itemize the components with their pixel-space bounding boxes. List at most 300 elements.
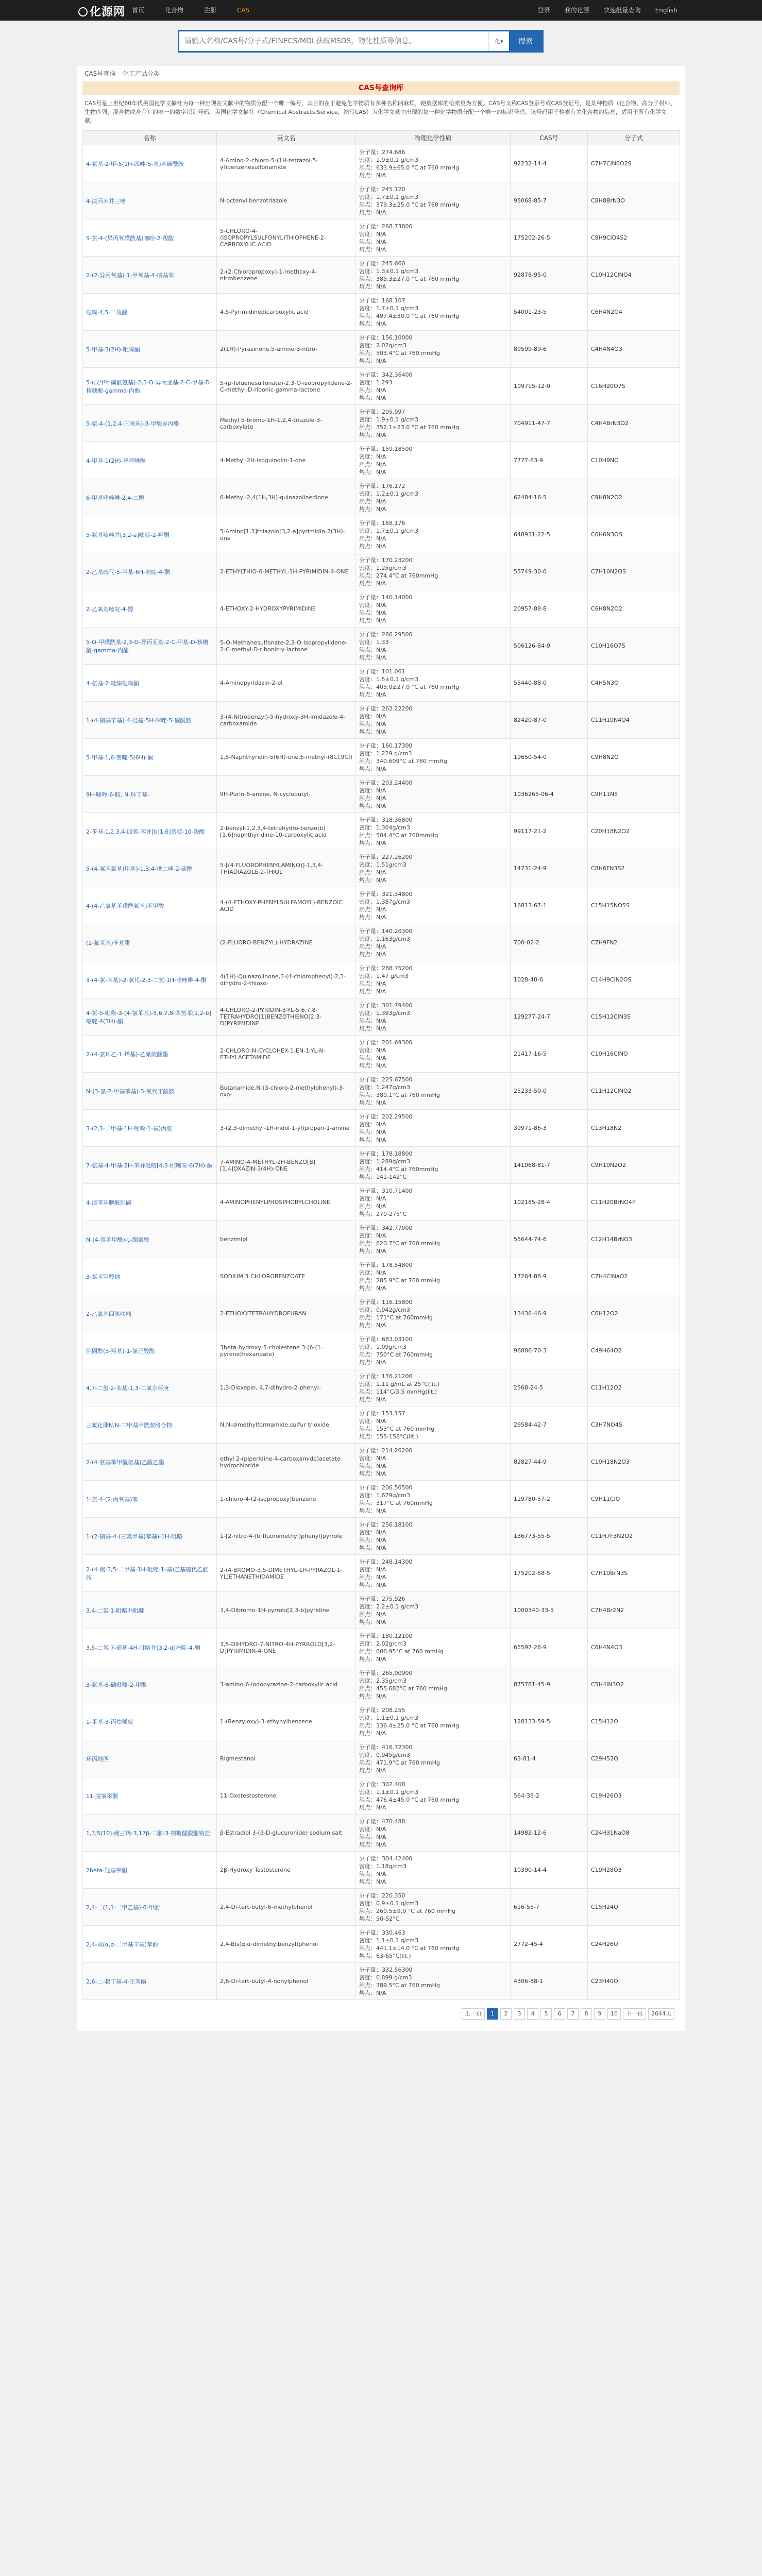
nav-english[interactable]: English (655, 7, 678, 14)
compound-link[interactable]: 5-甲基-3(2H)-吡嗪酮 (86, 346, 140, 353)
cell-properties (356, 1221, 511, 1258)
property-line: 密度：N/A (359, 453, 386, 460)
compound-link[interactable]: 2-(4-氨基苯甲酰氨基)乙酸乙酯 (86, 1459, 164, 1466)
table-row (83, 739, 680, 776)
compound-link[interactable]: 6-甲基喹唑啉-2,4-二酮 (86, 494, 145, 501)
cell-name (83, 145, 217, 182)
cell-properties (356, 702, 511, 739)
property-line: 密度：N/A (359, 1046, 386, 1054)
cell-properties (356, 1555, 511, 1592)
page-button[interactable]: 8 (581, 2008, 592, 2020)
property-line: 分子量：180.12100 (359, 1632, 413, 1639)
compound-link[interactable]: 4-氯-5-吡咯-3-(4-氯苯基)-5,6,7,8-四氢苯[1,2-b]嘧啶-4(3H)-酮 (86, 1009, 211, 1025)
compound-link[interactable]: 5-氨-4-(1,2,4-三唑基)-3-甲酸异丙酯 (86, 420, 179, 427)
cell-formula: C4H4BrN3O2 (588, 405, 680, 442)
compound-link[interactable]: 3-(2,3-二甲基-1H-吲哚-1-基)丙胺 (86, 1125, 173, 1132)
right-nav (531, 0, 685, 21)
cell-cas: 141068-81-7 (511, 1147, 588, 1184)
compound-link[interactable]: 2,4-二(1,1-二甲乙基)-6-甲酚 (86, 1904, 160, 1911)
page-button[interactable]: 6 (554, 2008, 565, 2020)
compound-link[interactable]: 1-(2-硝基-4-(三氟甲基)苯基)-1H-吡咯 (86, 1533, 183, 1540)
property-line: 密度：N/A (359, 1529, 386, 1536)
property-line: 熔点：N/A (359, 1989, 386, 1996)
property-line: 熔点：N/A (359, 988, 386, 995)
property-line: 密度：1.289g/cm3 (359, 1158, 410, 1165)
compound-link[interactable]: 2-乙氧基四氢呋喃 (86, 1310, 131, 1317)
cell-formula: C9H10N2O2 (588, 1147, 680, 1184)
main-content (77, 66, 685, 2031)
compound-link[interactable]: 2-苄基-1,2,3,4-四氢-苯并[b]1,6]萘啶-10-羧酸 (86, 828, 205, 835)
property-line: 沸点：405.0±27.0 °C at 760 mmHg (359, 683, 460, 690)
cell-formula: C6H4N2O4 (588, 294, 680, 331)
cell-properties (356, 1852, 511, 1889)
cell-english-name: 5-Amino[1,3]thiazolo[3,2-a]pyrimidin-2(3H)-one (217, 516, 356, 553)
property-line: 分子量：330.463 (359, 1929, 405, 1936)
compound-link[interactable]: 4,7-二氢-2-苯基-1,3-二氧杂环庚 (86, 1384, 169, 1392)
table-row (83, 1147, 680, 1184)
property-line: 沸点：N/A (359, 869, 386, 876)
cell-name (83, 1518, 217, 1555)
compound-link[interactable]: 4-氨基-2-甲-5(1H-四唑-5-基)苯磺酰胺 (86, 160, 184, 167)
property-line: 分子量：342.77000 (359, 1224, 413, 1231)
property-line: 分子量：262.22200 (359, 705, 413, 712)
property-line: 密度：1.47 g/cm3 (359, 972, 409, 979)
search-button[interactable]: 搜索 (509, 31, 542, 51)
nav-my-account[interactable]: 我的化源 (564, 7, 589, 14)
property-line: 分子量：176.172 (359, 482, 405, 489)
nav-batch-query[interactable]: 快速批量查询 (603, 7, 641, 14)
property-line: 沸点：379.3±25.0 °C at 760 mmHg (359, 201, 460, 208)
cell-cas: 700-02-2 (511, 924, 588, 961)
logo-icon (78, 7, 88, 16)
property-line: 密度：1.09g/cm3 (359, 1343, 407, 1350)
property-line: 沸点：N/A (359, 1128, 386, 1136)
cell-formula: C6H6N3OS (588, 516, 680, 553)
cell-english-name: 4,5-Pyrimidinedicarboxylic acid (217, 294, 356, 331)
table-row (83, 1703, 680, 1740)
compound-link[interactable]: 2-(4-溴-3,5-二甲基-1H-吡唑-1-基)乙基硫代乙酰胺 (86, 1566, 209, 1581)
property-line: 分子量：170.23200 (359, 556, 413, 564)
cell-cas: 55644-74-6 (511, 1221, 588, 1258)
nav-cas[interactable]: CAS (237, 7, 250, 14)
compound-link[interactable]: 1,3,5(10)-雌三烯-3,17β-二醇-3-葡糖醛酸酯钠盐 (86, 1829, 210, 1837)
cell-english-name: 4-Amino-2-chloro-5-(1H-tetrazol-5-yl)benzenesulfonamide (217, 145, 356, 182)
page-button[interactable]: 9 (594, 2008, 605, 2020)
cell-english-name: N,N-dimethylformamide,sulfur trioxide (217, 1406, 356, 1444)
property-line: 沸点：620.7°C at 760 mmHg (359, 1240, 440, 1247)
property-line: 分子量：301.79400 (359, 1002, 413, 1009)
page-button[interactable]: 4 (527, 2008, 538, 2020)
compound-link[interactable]: 4-氨基-2-吡嗪哒嗪酮 (86, 680, 139, 687)
cell-english-name: 1-chloro-4-(2-isopropoxy)benzene (217, 1481, 356, 1518)
property-line: 熔点：N/A (359, 246, 386, 253)
cell-english-name: 4-CHLORO-2-PYRIDIN-3-YL-5,6,7,8-TETRAHYDRO[1]BENZOTHIENO[2,3-D]PYRIMIDINE (217, 998, 356, 1036)
nav-home[interactable]: 首页 (132, 7, 145, 14)
property-line: 密度：1.304g/cm3 (359, 824, 410, 831)
cell-properties (356, 368, 511, 405)
cell-name (83, 1852, 217, 1889)
cell-cas: 14982-12-6 (511, 1815, 588, 1852)
table-row (83, 1740, 680, 1777)
compound-link[interactable]: 2-乙基硫代-5-甲基-6H-嘧啶-4-酮 (86, 568, 171, 575)
property-line: 沸点：N/A (359, 609, 386, 616)
cell-cas: 564-35-2 (511, 1777, 588, 1815)
cell-formula: C3H7NO4S (588, 1406, 680, 1444)
cell-name (83, 1703, 217, 1740)
cell-english-name: 4-Aminopyridazin-2-ol (217, 665, 356, 702)
compound-link[interactable]: 5-甲基-1,6-萘啶-5(6H)-酮 (86, 754, 154, 761)
property-line: 熔点：N/A (359, 1247, 386, 1255)
compound-link[interactable]: 2-乙氧基嘧啶-4-醇 (86, 605, 133, 613)
cell-name (83, 1777, 217, 1815)
property-line: 熔点：N/A (359, 320, 386, 327)
table-row (83, 813, 680, 850)
property-line: 熔点：N/A (359, 1136, 386, 1143)
property-line: 熔点：N/A (359, 913, 386, 921)
cell-formula: C7H10BrN3S (588, 1555, 680, 1592)
property-line: 沸点：441.1±14.0 °C at 760 mmHg (359, 1944, 460, 1952)
compound-link[interactable]: 4-(4-乙氧基苯磺酰氨基)苯甲酸 (86, 902, 164, 909)
nav-login[interactable]: 登录 (537, 7, 550, 14)
header-cas: CAS号 (511, 131, 588, 145)
cell-formula: C15H12O (588, 1703, 680, 1740)
cell-cas: 17264-88-9 (511, 1258, 588, 1295)
property-line: 沸点：N/A (359, 1833, 386, 1840)
cell-name (83, 1369, 217, 1406)
compound-link[interactable]: 5-氯-4-(异丙氧磺酰基)噻吩-2-羧酸 (86, 234, 174, 242)
compound-link[interactable]: 4-甲基-1(2H)-异喹啉酮 (86, 457, 146, 464)
property-line: 密度：N/A (359, 1269, 386, 1276)
table-row (83, 257, 680, 294)
table-row (83, 294, 680, 331)
property-line: 沸点：317°C at 760mmHg (359, 1499, 433, 1506)
compound-link[interactable]: 3,4-二氯-1-吡咯并吡啶 (86, 1607, 145, 1614)
cell-properties (356, 1592, 511, 1629)
property-line: 沸点：497.4±30.0 °C at 760 mmHg (359, 312, 460, 319)
page-button[interactable]: 2 (500, 2008, 512, 2020)
compound-link[interactable]: 3-氯苯甲酸钠 (86, 1273, 120, 1280)
cell-properties (356, 1295, 511, 1332)
compound-link[interactable]: 3-(4-氯-苯基)-2-氧代-2,3-二氢-1H-喹唑啉-4-酮 (86, 976, 207, 984)
compound-link[interactable]: 2-(2-异丙氧基)-1-甲氧基-4-硝基苯 (86, 272, 174, 279)
cell-cas: 109715-12-0 (511, 368, 588, 405)
cell-formula: C9H8N2O2 (588, 479, 680, 516)
property-line: 分子量：220.350 (359, 1892, 405, 1899)
cell-formula: C7H4ClNaO2 (588, 1258, 680, 1295)
compound-link[interactable]: 1-(4-硝基苄基)-4-羟基-5H-咪唑-5-碳酰胺 (86, 717, 192, 724)
property-line: 密度：1.11 g/mL at 25°C(lit.) (359, 1380, 440, 1387)
compound-link[interactable]: 1-氯-4-(2-丙氧基)苯 (86, 1496, 138, 1503)
cell-cas: 89599-89-6 (511, 331, 588, 368)
cell-formula: C5H4IN3O2 (588, 1666, 680, 1703)
property-line: 分子量：310.71400 (359, 1187, 413, 1194)
cell-name (83, 1963, 217, 2000)
cell-cas: 1036265-06-4 (511, 776, 588, 813)
cell-cas: 20957-88-8 (511, 590, 588, 628)
property-line: 熔点：N/A (359, 1804, 386, 1811)
cell-properties (356, 1963, 511, 2000)
cell-name (83, 1666, 217, 1703)
cell-cas: 99117-21-2 (511, 813, 588, 850)
cell-formula: C7H4Br2N2 (588, 1592, 680, 1629)
property-line: 分子量：208.255 (359, 1706, 405, 1714)
property-line: 分子量：256.18100 (359, 1521, 413, 1528)
cell-properties (356, 1740, 511, 1777)
search-type-select[interactable] (488, 31, 509, 51)
site-logo[interactable] (78, 3, 125, 19)
property-line: 沸点：N/A (359, 1611, 386, 1618)
property-line: 沸点：114°C/3.5 mmHg(lit.) (359, 1388, 437, 1395)
compound-link[interactable]: 3,5-二氢-7-硝基-4H-吡咯并[3,2-d]嘧啶-4-酮 (86, 1644, 200, 1651)
property-line: 密度：N/A (359, 1454, 386, 1462)
cell-name (83, 1444, 217, 1481)
cell-properties (356, 813, 511, 850)
cell-cas: 92878-95-0 (511, 257, 588, 294)
cell-properties (356, 998, 511, 1036)
property-line: 沸点：340.609°C at 760 mmHg (359, 757, 447, 765)
cell-cas: 136773-55-5 (511, 1518, 588, 1555)
property-line: 沸点：N/A (359, 535, 386, 542)
property-line: 分子量：268.73800 (359, 223, 413, 230)
cell-properties (356, 1518, 511, 1555)
cell-properties (356, 924, 511, 961)
cell-formula: C15H24O (588, 1889, 680, 1926)
property-line: 密度：N/A (359, 1232, 386, 1239)
cell-formula: C11H12O2 (588, 1369, 680, 1406)
property-line: 熔点：N/A (359, 839, 386, 846)
cell-name (83, 1926, 217, 1963)
property-line: 分子量：178.18800 (359, 1150, 413, 1157)
property-line: 密度：N/A (359, 1566, 386, 1573)
page-button[interactable]: 10 (607, 2008, 621, 2020)
compound-link[interactable]: 2,4-双(α,α-二甲基苄基)苯酚 (86, 1941, 159, 1948)
cell-english-name: 5-(p-Toluenesulfonate)-2,3-O-isopropylidene-2-C-methyl-D-ribonic-gamma-lactone (217, 368, 356, 405)
search-box (178, 30, 544, 53)
cell-cas: 29584-42-7 (511, 1406, 588, 1444)
table-row (83, 887, 680, 924)
property-line: 分子量：116.15800 (359, 1298, 413, 1306)
compound-link[interactable]: 4-溴丙苯并三唑 (86, 197, 126, 205)
table-row (83, 665, 680, 702)
property-line: 分子量：265.00900 (359, 1669, 413, 1676)
cell-english-name: 9H-Purin-6-amine, N-cyclobutyl- (217, 776, 356, 813)
property-line: 沸点：274.4°C at 760mmHg (359, 572, 438, 579)
property-line: 熔点：N/A (359, 765, 386, 772)
compound-link[interactable]: 4-溴苯基膦酰胆碱 (86, 1199, 131, 1206)
cell-cas: 62484-16-5 (511, 479, 588, 516)
cell-english-name: 11-Oxotestosterone (217, 1777, 356, 1815)
compound-link[interactable]: 2,6-二-叔丁基-4-壬苯酚 (86, 1978, 147, 1985)
cell-name (83, 182, 217, 219)
page-button[interactable]: 3 (514, 2008, 525, 2020)
compound-link[interactable]: 环丙地西 (86, 1755, 109, 1762)
cell-english-name: 4-ETHOXY-2-HYDROXYPYRIMIDINE (217, 590, 356, 628)
property-line: 分子量：683.03100 (359, 1335, 413, 1343)
page-button[interactable]: 7 (567, 2008, 579, 2020)
table-row (83, 776, 680, 813)
property-line: 熔点：N/A (359, 1544, 386, 1551)
table-row (83, 628, 680, 665)
property-line: 沸点：504.4°C at 760mmHg (359, 832, 438, 839)
cell-properties (356, 1110, 511, 1147)
compound-link[interactable]: 3-氨基-6-碘吡嗪-2-甲酸 (86, 1681, 147, 1688)
property-line: 沸点：N/A (359, 720, 386, 727)
property-line: 分子量：227.26200 (359, 853, 413, 860)
property-line: 沸点：476.4±45.0 °C at 760 mmHg (359, 1796, 460, 1803)
compound-link[interactable]: 5-(4-氟苯氨基)甲基)-1,3,4-噻二唑-2-硫醇 (86, 865, 193, 872)
cell-name (83, 739, 217, 776)
compound-link[interactable]: 三氟化硼N,N-二甲基甲酰胺络合物 (86, 1421, 172, 1429)
compound-link[interactable]: N-(3-氯-2-甲基苯基)-3-氧代丁酰胺 (86, 1088, 175, 1095)
property-line: 沸点：N/A (359, 646, 386, 653)
property-line: 密度：1.293 (359, 379, 393, 386)
table-row (83, 145, 680, 182)
property-line: 熔点：N/A (359, 728, 386, 735)
cell-cas: 13436-46-9 (511, 1295, 588, 1332)
table-row (83, 1777, 680, 1815)
compound-link[interactable]: 5-氨基噻唑并[3,2-a]嘧啶-2-羟酮 (86, 531, 170, 538)
property-line: 熔点：N/A (359, 431, 386, 438)
cell-properties (356, 1703, 511, 1740)
property-line: 密度：1.1±0.1 g/cm3 (359, 1788, 419, 1795)
property-line: 密度：N/A (359, 601, 386, 608)
property-line: 熔点：N/A (359, 1581, 386, 1588)
search-input[interactable] (179, 31, 488, 51)
compound-link[interactable]: 哒嗪-4,5-二羧酸 (86, 309, 128, 316)
nav-register[interactable]: 注册 (204, 7, 217, 14)
cell-formula: C8H8BrN3O (588, 182, 680, 219)
breadcrumb (77, 66, 685, 81)
cell-formula: C16H20O7S (588, 368, 680, 405)
cell-name (83, 1815, 217, 1852)
cell-properties (356, 257, 511, 294)
compound-link[interactable]: 9H-嘌呤-6-胺, N-环丁基- (86, 791, 150, 798)
property-line: 熔点：N/A (359, 394, 386, 401)
page-button[interactable]: 1 (487, 2008, 498, 2020)
table-row (83, 1852, 680, 1889)
compound-link[interactable]: 5-(戊甲甲磺酰氨基)-2,3-O-异丙亚基-2-C-甲基-D-核糖酸-gamma-内酯 (86, 379, 212, 394)
property-line: 密度：1.5±0.1 g/cm3 (359, 675, 419, 683)
cell-cas: 616-55-7 (511, 1889, 588, 1926)
top-nav-bar (0, 0, 762, 21)
property-line: 分子量：206.50500 (359, 1484, 413, 1491)
cell-properties (356, 516, 511, 553)
property-line: 密度：1.7±0.1 g/cm3 (359, 304, 419, 312)
property-line: 分子量：153.157 (359, 1410, 405, 1417)
cell-english-name: 5-[(4-FLUOROPHENYLAMINO)]-1,3,4-THIADIAZOLE-2-THIOL (217, 850, 356, 887)
header-properties: 物理化学性质 (356, 131, 511, 145)
table-row (83, 1889, 680, 1926)
cell-properties (356, 479, 511, 516)
cell-formula: C4H5N3O (588, 665, 680, 702)
cell-formula: C4H4N4O3 (588, 331, 680, 368)
property-line: 分子量：201.69300 (359, 1039, 413, 1046)
table-row (83, 1666, 680, 1703)
page-button[interactable]: 下一页 (623, 2008, 646, 2020)
table-row (83, 1926, 680, 1963)
property-line: 分子量：332.56300 (359, 1966, 413, 1973)
compound-link[interactable]: 1-苯基-3-丙炔哌啶 (86, 1718, 133, 1725)
compound-link[interactable]: 11-脱氧睾酮 (86, 1792, 118, 1800)
cell-cas: 1028-40-6 (511, 961, 588, 998)
table-row (83, 1592, 680, 1629)
compound-link[interactable]: 7-氨基-4-甲基-2H-苯并吡咯[4,3-b]噻吩-6(7H)-酮 (86, 1162, 213, 1169)
cell-formula: C6H4N4O3 (588, 1629, 680, 1666)
cell-english-name: 5-O-Methanesulfonate-2,3-O-isopropylidene-2-C-methyl-D-ribonic-γ-lactone (217, 628, 356, 665)
property-line: 熔点：N/A (359, 1841, 386, 1848)
property-line: 熔点：155-158°C(lit.) (359, 1433, 418, 1440)
cell-formula: C6H8N2O2 (588, 590, 680, 628)
cell-cas: 2772-45-4 (511, 1926, 588, 1963)
page-button: 2644页 (648, 2008, 674, 2020)
cell-formula: C24H26O (588, 1926, 680, 1963)
cell-formula: C10H16ClNO (588, 1036, 680, 1073)
cell-cas: 82420-87-0 (511, 702, 588, 739)
cell-name (83, 998, 217, 1036)
page-button[interactable]: 5 (540, 2008, 552, 2020)
nav-compound[interactable]: 化合物 (165, 7, 184, 14)
cell-properties (356, 1406, 511, 1444)
property-line: 熔点：N/A (359, 1470, 386, 1477)
compound-link[interactable]: (2-氟苯基)苄基肼 (86, 939, 130, 946)
cell-english-name: 1,3-Dioxepin, 4,7-dihydro-2-phenyl- (217, 1369, 356, 1406)
search-type-label: 化 (495, 38, 501, 45)
property-line: 分子量：168.107 (359, 297, 405, 304)
cell-english-name: 6-Methyl-2,4(1H,3H)-quinazolinedione (217, 479, 356, 516)
logo-text: 化源网 (90, 6, 126, 19)
property-line: 沸点：N/A (359, 498, 386, 505)
cell-english-name: (2-FLUORO-BENZYL)-HYDRAZINE (217, 924, 356, 961)
table-row (83, 442, 680, 479)
property-line: 沸点：N/A (359, 1202, 386, 1210)
property-line: 分子量：470.488 (359, 1818, 405, 1825)
cell-english-name: 3-amino-6-iodopyrazine-2-carboxylic acid (217, 1666, 356, 1703)
header-formula: 分子式 (588, 131, 680, 145)
table-row (83, 479, 680, 516)
compound-link[interactable]: N-(4-溴苯甲酰)-L-缬氨酸 (86, 1236, 149, 1243)
cell-properties (356, 553, 511, 590)
breadcrumb-cas[interactable]: CAS号查询 (84, 70, 116, 77)
cell-formula: C49H64O2 (588, 1332, 680, 1369)
property-line: 熔点：N/A (359, 1618, 386, 1625)
page-button[interactable]: 上一页 (462, 2008, 485, 2020)
compound-link[interactable]: 2beta-羟基睾酮 (86, 1867, 127, 1874)
cell-name (83, 1295, 217, 1332)
cell-cas: 39971-86-3 (511, 1110, 588, 1147)
table-row (83, 1555, 680, 1592)
cell-formula: C7H7ClN6O2S (588, 145, 680, 182)
compound-link[interactable]: 5-O-甲磺酰基-2,3-O-异丙亚基-2-C-甲基-D-核糖酸-gamma-内酯 (86, 638, 209, 654)
cell-formula: C11H12ClNO2 (588, 1073, 680, 1110)
property-line: 分子量：160.17300 (359, 742, 413, 749)
cell-formula: C20H18N2O2 (588, 813, 680, 850)
compound-link[interactable]: 胆固醇(3-羟基)-1-氯己酸酯 (86, 1347, 155, 1354)
property-line: 密度：N/A (359, 1195, 386, 1202)
property-line: 沸点：414.4°C at 760mmHg (359, 1165, 438, 1173)
cell-cas: 25233-50-0 (511, 1073, 588, 1110)
search-area (0, 21, 762, 66)
compound-link[interactable]: 2-(4-氯环乙-1-烯基)-乙氰硫酸酯 (86, 1050, 168, 1058)
table-header (83, 131, 680, 145)
table-row (83, 1518, 680, 1555)
cell-formula: C15H12ClN3S (588, 998, 680, 1036)
property-line: 沸点：N/A (359, 1017, 386, 1024)
property-line: 密度：N/A (359, 713, 386, 720)
breadcrumb-category[interactable]: 化工产品分类 (123, 70, 160, 77)
property-line: 分子量：159.18500 (359, 445, 413, 452)
property-line: 熔点：270-275°C (359, 1210, 407, 1217)
cell-formula: C11H20BrNO4P (588, 1184, 680, 1221)
